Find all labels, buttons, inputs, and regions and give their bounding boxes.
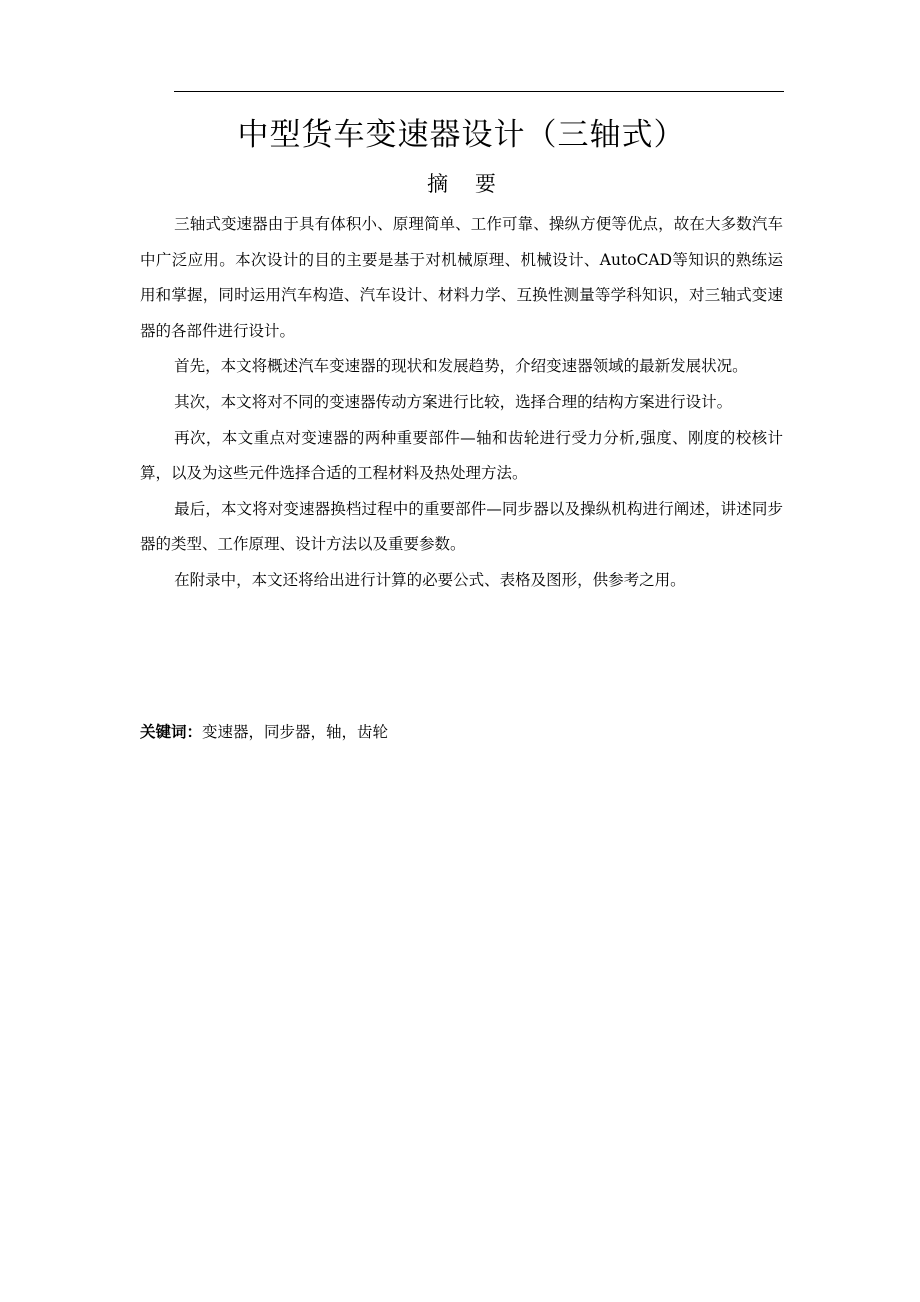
abstract-paragraph: 三轴式变速器由于具有体积小、原理简单、工作可靠、操纵方便等优点，故在大多数汽车中广泛应用。本次设计的目的主要是基于对机械原理、机械设计、AutoCAD等知识的熟练运用和掌握，同时运用汽车构造、汽车设计、材料力学、互换性测量等学科知识，对三轴式变速器的各部件进行设计。: [140, 215, 783, 340]
document-title: 中型货车变速器设计（三轴式）: [237, 117, 686, 153]
abstract-paragraph: 在附录中，本文还将给出进行计算的必要公式、表格及图形，供参考之用。: [174, 570, 686, 589]
keywords-label: 关键词：: [140, 723, 203, 741]
abstract-paragraph: 再次，本文重点对变速器的两种重要部件—轴和齿轮进行受力分析,强度、刚度的校核计算，以及为这些元件选择合适的工程材料及热处理方法。: [140, 428, 783, 483]
abstract-paragraph: 首先，本文将概述汽车变速器的现状和发展趋势，介绍变速器领域的最新发展状况。: [174, 357, 748, 376]
abstract-body: [140, 207, 783, 599]
keywords-value: 变速器，同步器，轴，齿轮: [202, 723, 389, 741]
abstract-paragraph: 最后，本文将对变速器换档过程中的重要部件—同步器以及操纵机构进行阐述，讲述同步器的类型、工作原理、设计方法以及重要参数。: [140, 499, 783, 554]
abstract-paragraph: 其次，本文将对不同的变速器传动方案进行比较，选择合理的结构方案进行设计。: [174, 392, 733, 411]
keywords-line: [140, 716, 783, 748]
header-rule: [174, 91, 784, 92]
abstract-heading: 摘 要: [427, 172, 496, 196]
